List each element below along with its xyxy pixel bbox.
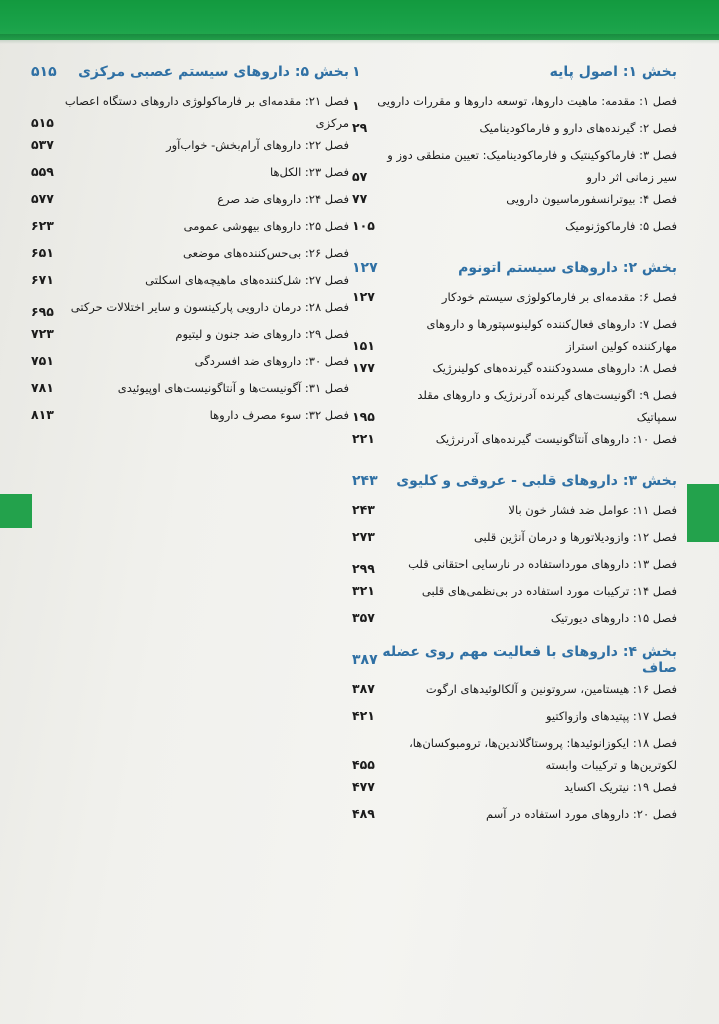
chapter-title: فصل ۱۶: هیستامین، سروتونین و آلکالوئیدهای ارگوت <box>425 682 677 696</box>
part-heading <box>352 644 677 676</box>
left-edge-tab <box>0 494 32 528</box>
part-heading <box>352 60 677 84</box>
part-title: بخش ۳: داروهای قلبی - عروقی و کلیوی <box>396 473 677 489</box>
chapter-title: فصل ۲۴: داروهای ضد صرع <box>217 192 349 206</box>
chapter-page-number: ۱۵۱ <box>352 338 375 353</box>
toc-entry <box>352 286 677 313</box>
chapter-title: فصل ۴: بیوترانسفورماسیون دارویی <box>506 192 677 206</box>
part-page-number: ۱ <box>352 64 361 80</box>
chapter-page-number: ۵۵۹ <box>31 164 54 179</box>
chapter-page-number: ۷۵۱ <box>31 353 54 368</box>
toc-entry <box>352 705 677 732</box>
toc-entry <box>352 526 677 553</box>
chapter-page-number: ۴۸۹ <box>352 806 375 821</box>
toc-entry <box>31 269 349 296</box>
chapter-title: فصل ۲۱: مقدمه‌ای بر فارماکولوژی داروهای دستگاه اعصاب مرکزی <box>64 94 349 130</box>
chapter-title: فصل ۷: داروهای فعال‌کننده کولینوسپتورها و داروهای مهارکننده کولین استراز <box>426 317 677 353</box>
toc-entry <box>352 188 677 215</box>
chapter-title: فصل ۱۷: پپتیدهای وازواکتیو <box>545 709 677 723</box>
chapter-title: فصل ۲۳: الکل‌ها <box>269 165 349 179</box>
toc-left-column <box>31 60 349 431</box>
chapter-page-number: ۵۳۷ <box>31 137 54 152</box>
toc-entry <box>352 553 677 580</box>
chapter-page-number: ۲۷۳ <box>352 529 375 544</box>
top-green-band <box>0 0 719 40</box>
chapter-title: فصل ۳۱: آگونیست‌ها و آنتاگونیست‌های اوپیوئیدی <box>117 381 349 395</box>
part-page-number: ۲۴۳ <box>352 473 378 489</box>
chapter-page-number: ۲۹۹ <box>352 561 375 576</box>
chapter-page-number: ۳۲۱ <box>352 583 375 598</box>
chapter-page-number: ۶۵۱ <box>31 245 54 260</box>
chapter-page-number: ۶۷۱ <box>31 272 54 287</box>
chapter-title: فصل ۲۷: شل‌کننده‌های ماهیچه‌های اسکلتی <box>145 273 349 287</box>
part-title: بخش ۵: داروهای سیستم عصبی مرکزی <box>78 64 349 80</box>
toc-entry <box>352 732 677 776</box>
chapter-title: فصل ۲۸: درمان دارویی پارکینسون و سایر اختلالات حرکتی <box>70 300 349 314</box>
chapter-page-number: ۶۹۵ <box>31 304 54 319</box>
toc-entry <box>31 161 349 188</box>
chapter-title: فصل ۱۱: عوامل ضد فشار خون بالا <box>508 503 677 517</box>
chapter-page-number: ۷۸۱ <box>31 380 54 395</box>
chapter-title: فصل ۲۶: بی‌حس‌کننده‌های موضعی <box>183 246 349 260</box>
part-page-number: ۵۱۵ <box>31 64 57 80</box>
chapter-title: فصل ۲۵: داروهای بیهوشی عمومی <box>183 219 349 233</box>
toc-entry <box>31 134 349 161</box>
chapter-page-number: ۱۲۷ <box>352 289 375 304</box>
right-edge-tab <box>687 484 719 542</box>
toc-entry <box>352 313 677 357</box>
chapter-title: فصل ۲۰: داروهای مورد استفاده در آسم <box>485 807 677 821</box>
toc-entry <box>31 377 349 404</box>
chapter-page-number: ۱۹۵ <box>352 409 375 424</box>
chapter-page-number: ۵۷ <box>352 169 368 184</box>
toc-entry <box>352 384 677 428</box>
part-heading <box>31 60 349 84</box>
toc-entry <box>352 580 677 607</box>
toc-entry <box>352 215 677 242</box>
toc-entry <box>31 350 349 377</box>
toc-entry <box>31 242 349 269</box>
chapter-page-number: ۱۷۷ <box>352 360 375 375</box>
toc-right-column <box>352 60 677 830</box>
chapter-page-number: ۳۵۷ <box>352 610 375 625</box>
chapter-page-number: ۲۹ <box>352 120 368 135</box>
chapter-page-number: ۵۷۷ <box>31 191 54 206</box>
chapter-title: فصل ۳۲: سوء مصرف داروها <box>209 408 349 422</box>
chapter-title: فصل ۶: مقدمه‌ای بر فارماکولوژی سیستم خودکار <box>441 290 677 304</box>
part-title: بخش ۱: اصول پایه <box>549 64 677 80</box>
toc-entry <box>352 776 677 803</box>
chapter-page-number: ۸۱۳ <box>31 407 54 422</box>
toc-entry <box>352 678 677 705</box>
chapter-title: فصل ۲۹: داروهای ضد جنون و لیتیوم <box>175 327 349 341</box>
chapter-title: فصل ۲۲: داروهای آرام‌بخش- خواب‌آور <box>166 138 349 152</box>
chapter-title: فصل ۱۹: نیتریک اکساید <box>563 780 677 794</box>
chapter-page-number: ۲۲۱ <box>352 431 375 446</box>
chapter-title: فصل ۵: فارماکوژنومیک <box>565 219 677 233</box>
chapter-page-number: ۱ <box>352 98 360 113</box>
chapter-page-number: ۶۲۳ <box>31 218 54 233</box>
chapter-page-number: ۴۵۵ <box>352 757 375 772</box>
toc-entry <box>352 144 677 188</box>
chapter-title: فصل ۱۰: داروهای آنتاگونیست گیرنده‌های آدرنرژیک <box>435 432 677 446</box>
chapter-title: فصل ۱۴: ترکیبات مورد استفاده در بی‌نظمی‌های قلبی <box>421 584 677 598</box>
chapter-page-number: ۵۱۵ <box>31 115 54 130</box>
toc-entry <box>31 404 349 431</box>
part-title: بخش ۲: داروهای سیستم اتونوم <box>458 260 677 276</box>
chapter-page-number: ۴۲۱ <box>352 708 375 723</box>
chapter-title: فصل ۱۸: ایکوزانوئیدها: پروستاگلاندین‌ها، ترومبوکسان‌ها، لکوترین‌ها و ترکیبات وابسته <box>409 736 677 772</box>
toc-entry <box>31 188 349 215</box>
part-page-number: ۳۸۷ <box>352 652 378 668</box>
chapter-page-number: ۷۲۳ <box>31 326 54 341</box>
part-heading <box>352 469 677 493</box>
toc-entry <box>31 90 349 134</box>
toc-entry <box>31 296 349 323</box>
toc-entry <box>352 803 677 830</box>
chapter-title: فصل ۱۲: وازودیلاتورها و درمان آنژین قلبی <box>473 530 677 544</box>
chapter-title: فصل ۳۰: داروهای ضد افسردگی <box>194 354 349 368</box>
toc-entry <box>352 607 677 634</box>
part-page-number: ۱۲۷ <box>352 260 378 276</box>
toc-entry <box>352 90 677 117</box>
chapter-title: فصل ۱: مقدمه: ماهیت داروها، توسعه داروها و مقررات دارویی <box>377 94 677 108</box>
toc-entry <box>31 215 349 242</box>
chapter-title: فصل ۲: گیرنده‌های دارو و فارماکودینامیک <box>479 121 677 135</box>
part-heading <box>352 256 677 280</box>
chapter-title: فصل ۹: اگونیست‌های گیرنده آدرنرژیک و داروهای مقلد سمپاتیک <box>417 388 677 424</box>
chapter-title: فصل ۱۳: داروهای مورداستفاده در نارسایی احتقانی قلب <box>408 557 677 571</box>
chapter-page-number: ۱۰۵ <box>352 218 375 233</box>
chapter-page-number: ۴۷۷ <box>352 779 375 794</box>
toc-entry <box>352 428 677 455</box>
chapter-page-number: ۳۸۷ <box>352 681 375 696</box>
chapter-page-number: ۲۴۳ <box>352 502 375 517</box>
chapter-title: فصل ۳: فارماکوکینتیک و فارماکودینامیک: تعیین منطقی دوز و سیر زمانی اثر دارو <box>387 148 677 184</box>
toc-entry <box>352 117 677 144</box>
chapter-title: فصل ۱۵: داروهای دیورتیک <box>550 611 677 625</box>
chapter-title: فصل ۸: داروهای مسدودکننده گیرنده‌های کولینرژیک <box>432 361 677 375</box>
toc-entry <box>31 323 349 350</box>
toc-entry <box>352 499 677 526</box>
toc-entry <box>352 357 677 384</box>
chapter-page-number: ۷۷ <box>352 191 368 206</box>
part-title: بخش ۴: داروهای با فعالیت مهم روی عضله صاف <box>382 644 677 676</box>
